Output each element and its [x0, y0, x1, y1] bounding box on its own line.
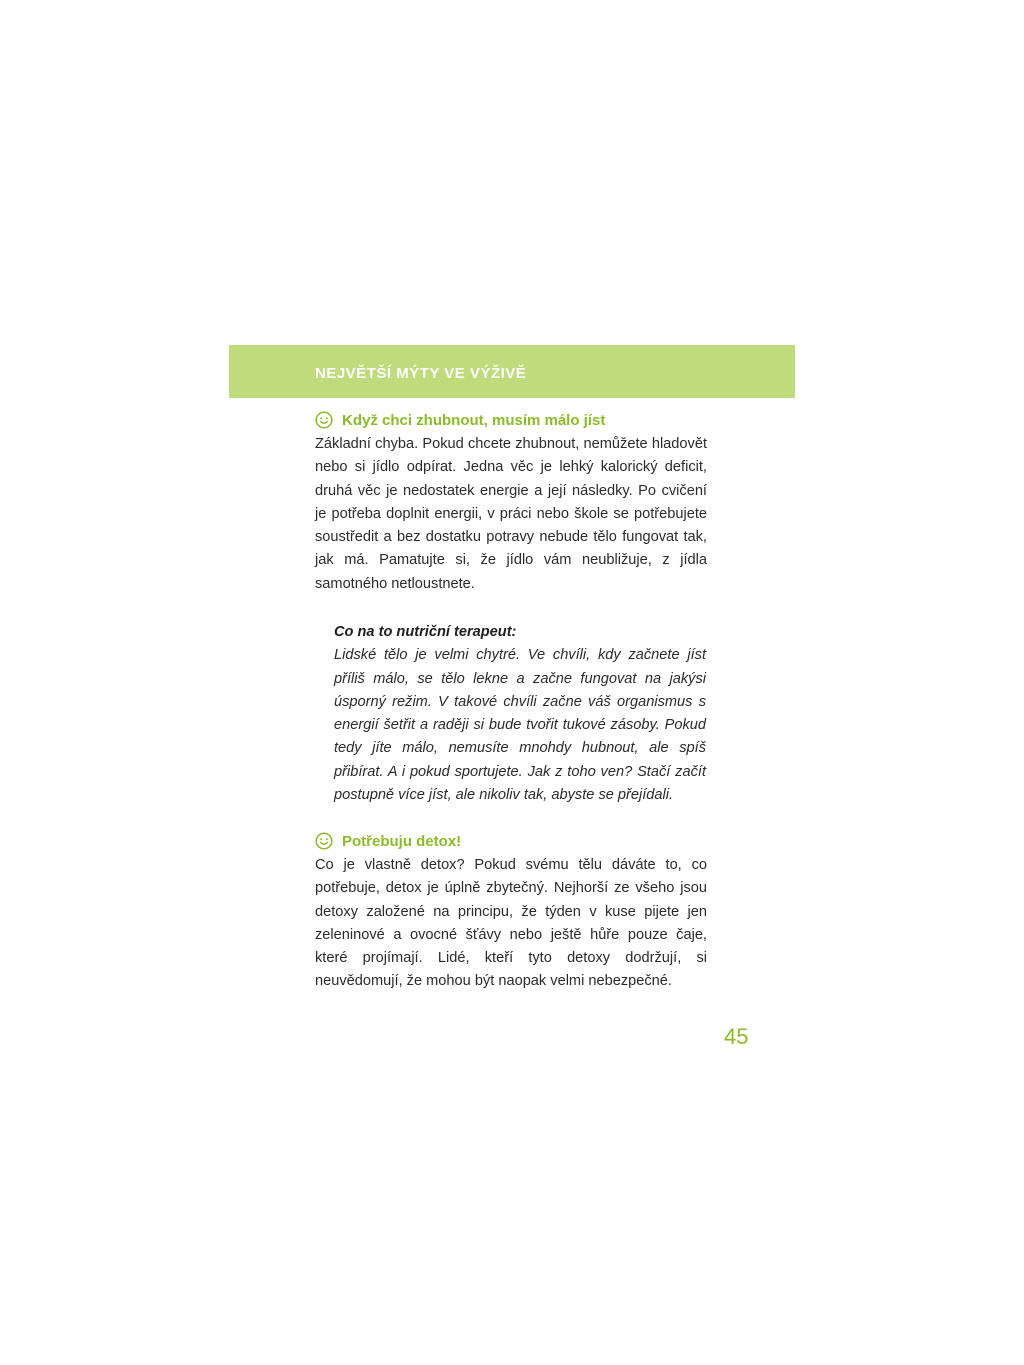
- myth-heading: Když chci zhubnout, musím málo jíst: [342, 411, 606, 429]
- myth-body: Co je vlastně detox? Pokud svému tělu dáváte to, co potřebuje, detox je úplně zbytečný. Nejhorší ze všeho jsou detoxy založené na principu, že týden v kuse pijete jen zeleninové a ovocné šťávy nebo ještě hůře pouze čaje, které projímají. Lidé, kteří tyto detoxy dodržují, si neuvědomují, že mohou být naopak velmi nebezpečné.: [315, 857, 707, 990]
- myth-section-1: [315, 409, 707, 596]
- myth-heading: Potřebuju detox!: [342, 832, 462, 850]
- myth-section-2: [315, 830, 707, 994]
- myth-heading-row: [315, 830, 707, 852]
- quote-title: Co na to nutriční terapeut:: [334, 624, 517, 640]
- page-number: 45: [724, 1024, 749, 1049]
- header-band: [229, 345, 795, 398]
- smile-icon: [315, 411, 333, 429]
- myth-body: Základní chyba. Pokud chcete zhubnout, nemůžete hladovět nebo si jídlo odpírat. Jedna věc je lehký kalorický deficit, druhá věc je nedostatek energie a její následky. Po cvičení je potřeba doplnit energii, v práci nebo škole se potřebujete soustředit a bez dostatku potravy nebude tělo fungovat tak, jak má. Pamatujte si, že jídlo vám neubližuje, z jídla samotného netloustnete.: [315, 436, 707, 592]
- smile-icon: [315, 832, 333, 850]
- therapist-quote: [334, 621, 706, 807]
- quote-text: Lidské tělo je velmi chytré. Ve chvíli, kdy začnete jíst příliš málo, se tělo lekne a začne fungovat na jakýsi úsporný režim. V takové chvíli začne váš organismus s energií šetřit a raději si bude tvořit tukové zásoby. Pokud tedy jíte málo, nemusíte mnohdy hubnout, ale spíš přibírat. A i pokud sportujete. Jak z toho ven? Stačí začít postupně více jíst, ale nikoliv tak, abyste se přejídali.: [334, 647, 706, 804]
- myth-heading-row: [315, 409, 707, 431]
- page-title: NEJVĚTŠÍ MÝTY VE VÝŽIVĚ: [315, 365, 527, 382]
